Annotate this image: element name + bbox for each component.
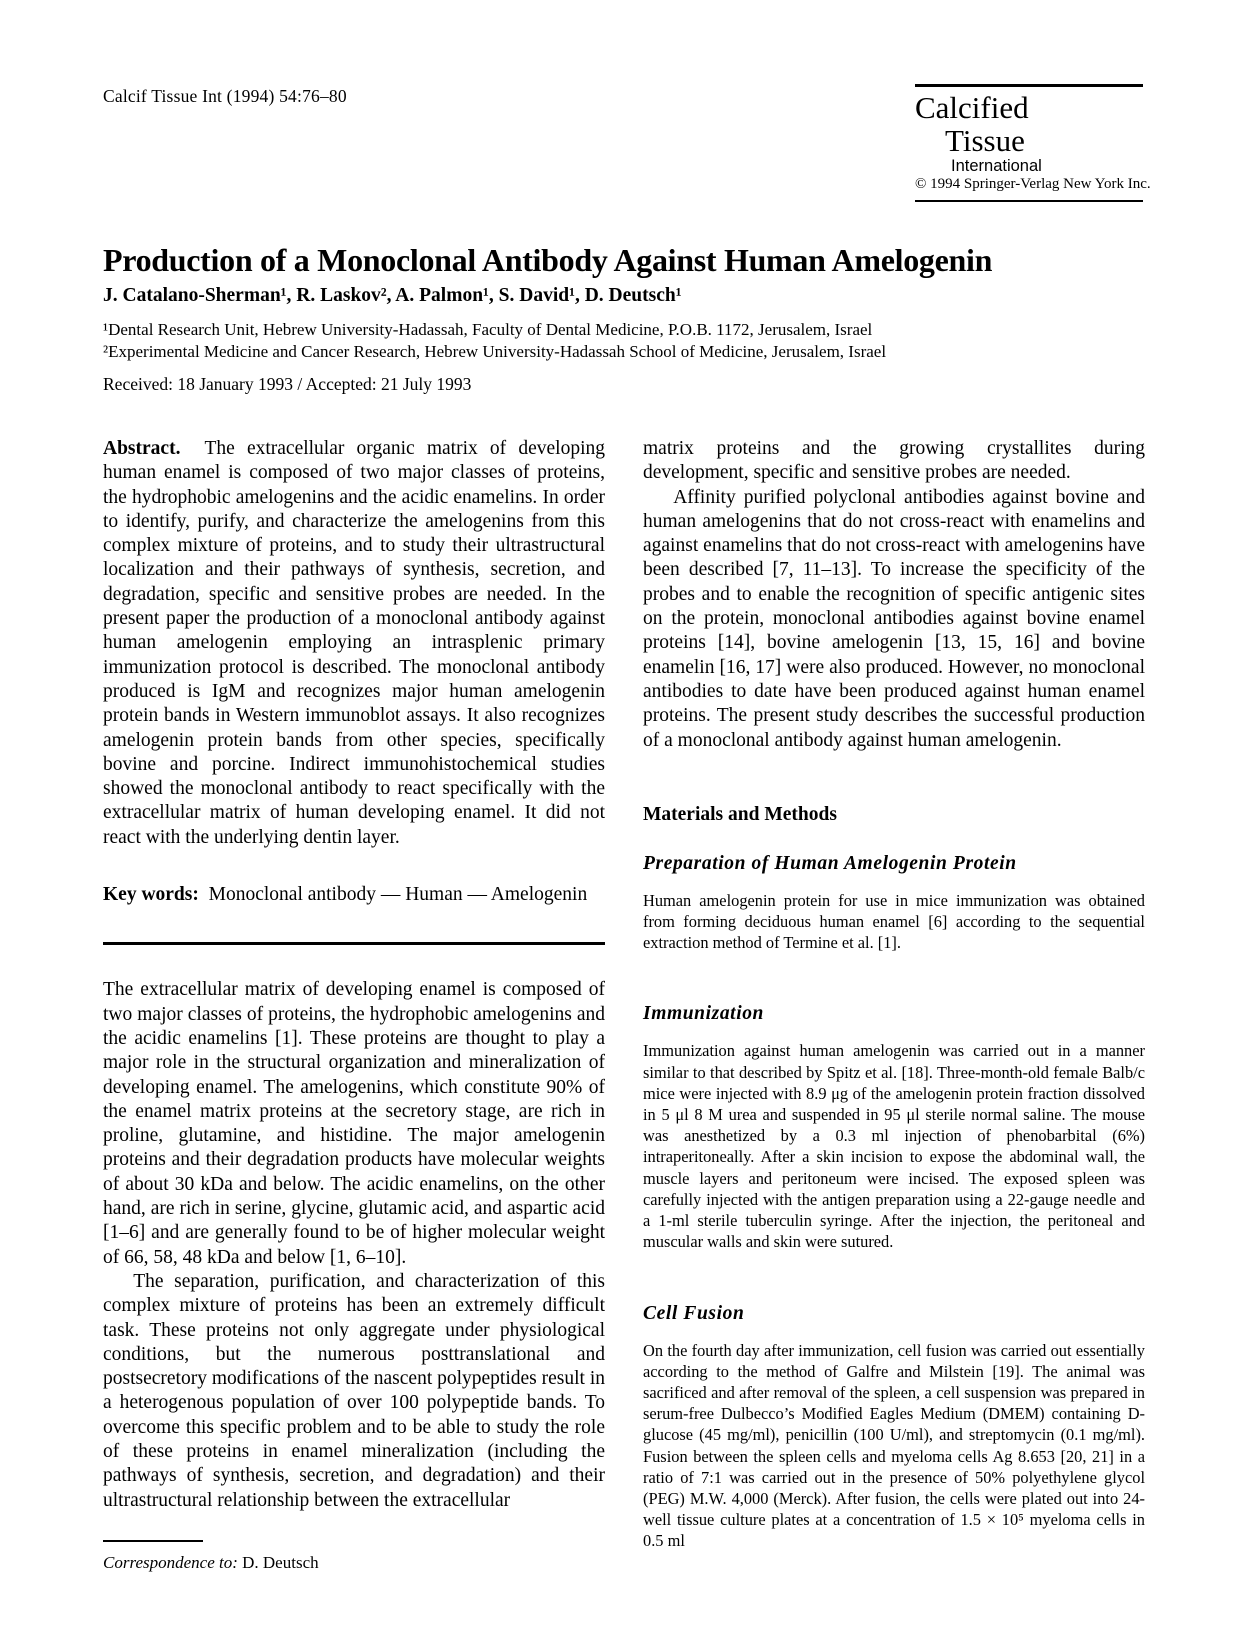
- author-list: J. Catalano-Sherman¹, R. Laskov², A. Palmon¹, S. David¹, D. Deutsch¹: [103, 285, 682, 306]
- keywords-line: [103, 883, 605, 907]
- correspondence-footnote: [103, 1553, 605, 1573]
- masthead-copyright: © 1994 Springer-Verlag New York Inc.: [915, 176, 1151, 192]
- keywords-text: Monoclonal antibody — Human — Amelogenin: [208, 884, 588, 906]
- abstract-text: The extracellular organic matrix of developing human enamel is composed of two major classes of proteins, the hydrophobic amelogenins and the acidic enamelins. In order to identify, purify, and characterize the amelogenins from this complex mixture of proteins, and to study their ultrastructural localization and their pathways of synthesis, secretion, and degradation, specific and sensitive probes are needed. In the present paper the production of a monoclonal antibody against human amelogenin employing an intrasplenic primary immunization protocol is described. The monoclonal antibody produced is IgM and recognizes major human amelogenin protein bands in Western immunoblot assays. It also recognizes amelogenin protein bands from other species, specifically bovine and porcine. Indirect immunohistochemical studies showed the monoclonal antibody to react specifically with the extracellular matrix of human developing enamel. It did not react with the underlying dentin layer.: [103, 438, 605, 848]
- two-column-body: [103, 437, 1145, 1573]
- masthead-tissue: Tissue: [945, 123, 1025, 158]
- journal-citation: Calcif Tissue Int (1994) 54:76–80: [103, 86, 347, 106]
- masthead-calcified: Calcified: [915, 90, 1029, 125]
- masthead-international: International: [951, 157, 1042, 175]
- cell-fusion-subheading: Cell Fusion: [643, 1302, 745, 1324]
- left-column: [103, 437, 605, 1573]
- polyclonal-paragraph: Affinity purified polyclonal antibodies against bovine and human amelogenins that do not cross-react with enamelins and against enamelins that do not cross-react with amelogenins have been described [7, 11–13]. To increase the specificity of the probes and to enable the recognition of specific antigenic sites on the protein, monoclonal antibodies against bovine enamel proteins [14], bovine amelogenin [13, 15, 16] and bovine enamelin [16, 17] were also produced. However, no monoclonal antibodies to date have been produced against human enamel proteins. The present study describes the successful production of a monoclonal antibody against human amelogenin.: [643, 486, 1145, 751]
- keywords-label: Key words:: [103, 884, 199, 906]
- abstract-paragraph: [103, 437, 605, 850]
- affiliation-1: ¹Dental Research Unit, Hebrew University-Hadassah, Faculty of Dental Medicine, P.O.B. 1172, Jerusalem, Israel: [103, 320, 873, 339]
- cell-fusion-paragraph: On the fourth day after immunization, cell fusion was carried out essentially according to the method of Galfre and Milstein [19]. The animal was sacrificed and after removal of the spleen, a cell suspension was prepared in serum-free Dulbecco’s Modified Eagles Medium (DMEM) containing D-glucose (45 mg/ml), penicillin (100 U/ml), and streptomycin (0.1 mg/ml). Fusion between the spleen cells and myeloma cells Ag 8.653 [20, 21] in a ratio of 7:1 was carried out in the presence of 50% polyethylene glycol (PEG) M.W. 4,000 (Merck). After fusion, the cells were plated out into 24-well tissue culture plates at a concentration of 1.5 × 10⁵ myeloma cells in 0.5 ml: [643, 1340, 1145, 1551]
- intro-paragraph-2: The separation, purification, and characterization of this complex mixture of proteins has been an extremely difficult task. These proteins not only aggregate under physiological conditions, but the numerous posttranslational and postsecretory modifications of the nascent polypeptides result in a heterogenous population of over 100 polypeptide bands. To overcome this specific problem and to be able to study the role of these proteins in enamel mineralization (including the pathways of synthesis, secretion, and degradation) and their ultrastructural relationship between the extracellular: [103, 1270, 606, 1511]
- journal-masthead: [915, 84, 1151, 202]
- preparation-subheading: Preparation of Human Amelogenin Protein: [643, 852, 1017, 874]
- preparation-paragraph: Human amelogenin protein for use in mice immunization was obtained from forming deciduous human enamel [6] according to the sequential extraction method of Termine et al. [1].: [643, 890, 1145, 953]
- correspondence-label: Correspondence to:: [103, 1552, 238, 1572]
- immunization-subheading: Immunization: [643, 1003, 765, 1025]
- materials-methods-heading: Materials and Methods: [643, 803, 837, 825]
- right-column: [643, 437, 1145, 1573]
- affiliations: [103, 319, 886, 362]
- continuation-paragraph: matrix proteins and the growing crystallites during development, specific and sensitive probes are needed.: [643, 438, 1145, 484]
- immunization-paragraph: Immunization against human amelogenin was carried out in a manner similar to that described by Spitz et al. [18]. Three-month-old female Balb/c mice were injected with 8.9 μg of the amelogenin protein fraction dissolved in 5 μl 8 M urea and suspended in 95 μl sterile normal saline. The mouse was anesthetized by a 0.3 ml injection of phenobarbital (6%) intraperitoneally. After a skin incision to expose the abdominal wall, the muscle layers and peritoneum were incised. The exposed spleen was carefully injected with the antigen preparation using a 22-gauge needle and a 1-ml sterile tuberculin syringe. After the injection, the peritoneal and muscular walls and skin were sutured.: [643, 1041, 1145, 1252]
- intro-paragraph-1: The extracellular matrix of developing enamel is composed of two major classes of proteins, the hydrophobic amelogenins and the acidic enamelins [1]. These proteins are thought to play a major role in the structural organization and mineralization of developing enamel. The amelogenins, which constitute 90% of the enamel matrix proteins at the secretory stage, are rich in proline, glutamine, and histidine. The major amelogenin proteins and their degradation products have molecular weights of about 30 kDa and below. The acidic enamelins, on the other hand, are rich in serine, glycine, glutamic acid, and aspartic acid [1–6] and are generally found to be of higher molecular weight of 66, 58, 48 kDa and below [1, 6–10].: [103, 979, 605, 1268]
- correspondence-name: D. Deutsch: [242, 1552, 319, 1572]
- footnote-rule: [103, 1540, 203, 1542]
- received-accepted-line: Received: 18 January 1993 / Accepted: 21 July 1993: [103, 374, 472, 394]
- section-divider-rule: [103, 942, 605, 945]
- article-title: Production of a Monoclonal Antibody Against Human Amelogenin: [103, 242, 993, 279]
- abstract-label: Abstract.: [103, 438, 181, 459]
- affiliation-2: ²Experimental Medicine and Cancer Research, Hebrew University-Hadassah School of Medicine, Jerusalem, Israel: [103, 341, 887, 361]
